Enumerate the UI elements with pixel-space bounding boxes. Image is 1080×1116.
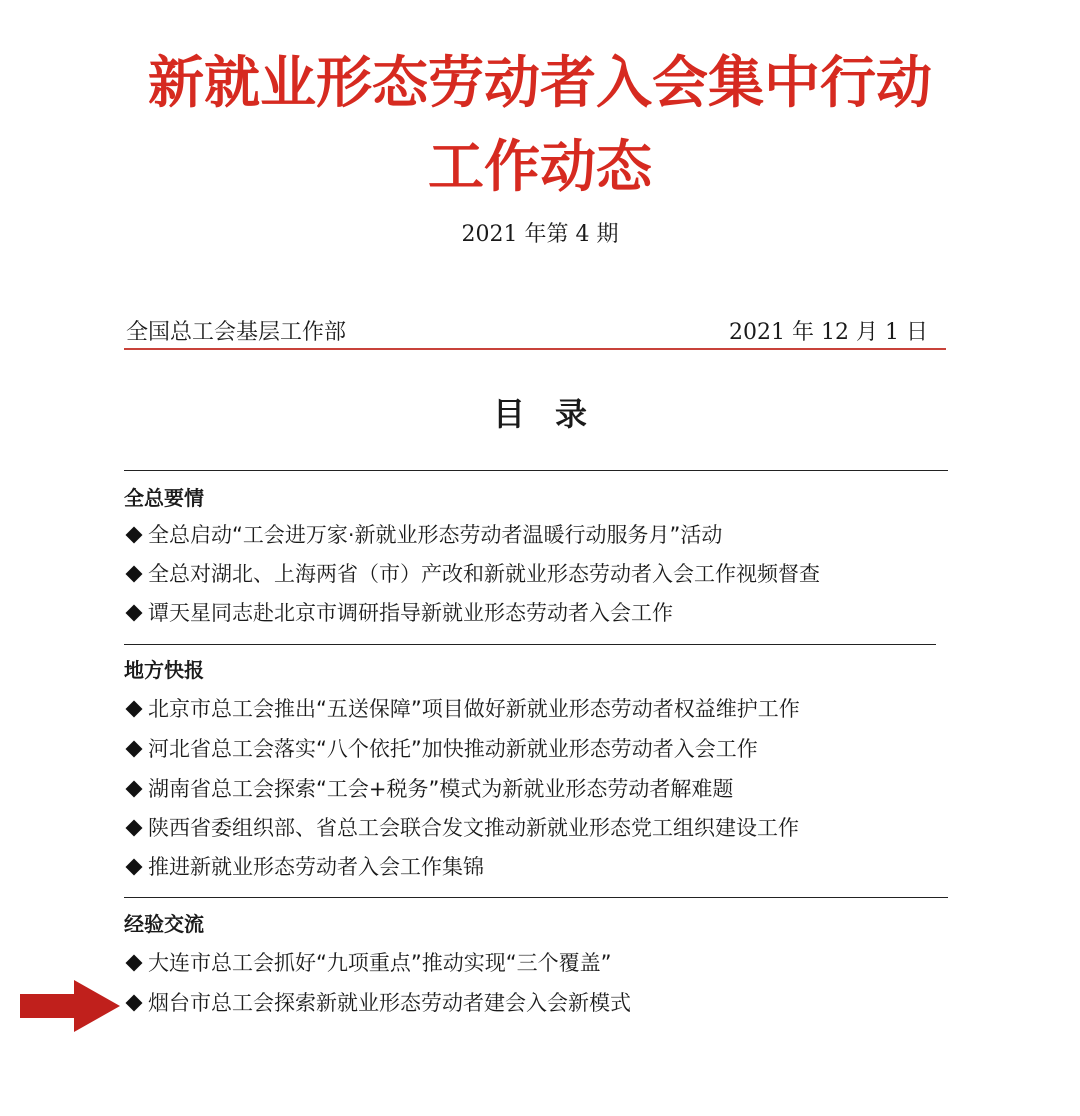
diamond-icon xyxy=(126,527,143,544)
toc-item[interactable] xyxy=(124,948,612,978)
section-divider xyxy=(124,470,948,471)
toc-item-label: 北京市总工会推出“五送保障”项目做好新就业形态劳动者权益维护工作 xyxy=(148,697,800,721)
diamond-icon xyxy=(126,995,143,1012)
toc-item-label: 河北省总工会落实“八个依托”加快推动新就业形态劳动者入会工作 xyxy=(148,737,758,761)
toc-item-label: 大连市总工会抓好“九项重点”推动实现“三个覆盖” xyxy=(148,951,612,975)
toc-item-label: 陕西省委组织部、省总工会联合发文推动新就业形态党工组织建设工作 xyxy=(148,816,799,840)
section-heading-quanzong: 全总要情 xyxy=(124,486,204,510)
section-heading-jingyan: 经验交流 xyxy=(124,912,204,936)
issue-number: 2021 年第 4 期 xyxy=(461,222,619,247)
diamond-icon xyxy=(126,741,143,758)
toc-item[interactable] xyxy=(124,852,484,882)
toc-title: 目录 xyxy=(492,395,617,433)
toc-item[interactable] xyxy=(124,694,800,724)
diamond-icon xyxy=(126,820,143,837)
toc-item[interactable] xyxy=(124,520,722,550)
document-title-line-2: 工作动态 xyxy=(428,134,652,200)
diamond-icon xyxy=(126,566,143,583)
toc-item[interactable] xyxy=(124,774,733,804)
toc-item[interactable] xyxy=(124,598,673,628)
header-divider xyxy=(124,348,946,350)
arrow-right-icon xyxy=(20,980,120,1032)
document-title-line-1: 新就业形态劳动者入会集中行动 xyxy=(148,50,932,116)
toc-item[interactable] xyxy=(124,559,820,589)
diamond-icon xyxy=(126,859,143,876)
diamond-icon xyxy=(126,781,143,798)
diamond-icon xyxy=(126,701,143,718)
section-divider xyxy=(124,644,936,645)
toc-item-highlighted[interactable] xyxy=(124,988,631,1018)
toc-item-label: 湖南省总工会探索“工会+税务”模式为新就业形态劳动者解难题 xyxy=(148,777,734,801)
diamond-icon xyxy=(126,955,143,972)
section-heading-difang: 地方快报 xyxy=(124,658,204,682)
section-divider xyxy=(124,897,948,898)
toc-item-label: 谭天星同志赴北京市调研指导新就业形态劳动者入会工作 xyxy=(148,601,673,625)
diamond-icon xyxy=(126,605,143,622)
publish-date: 2021 年 12 月 1 日 xyxy=(729,320,928,345)
toc-item-label: 推进新就业形态劳动者入会工作集锦 xyxy=(148,855,484,879)
toc-item[interactable] xyxy=(124,813,799,843)
toc-item-label: 烟台市总工会探索新就业形态劳动者建会入会新模式 xyxy=(148,991,631,1015)
department-name: 全国总工会基层工作部 xyxy=(126,320,347,345)
toc-item[interactable] xyxy=(124,734,758,764)
toc-item-label: 全总对湖北、上海两省（市）产改和新就业形态劳动者入会工作视频督查 xyxy=(148,562,820,586)
toc-item-label: 全总启动“工会进万家·新就业形态劳动者温暖行动服务月”活动 xyxy=(148,523,723,547)
